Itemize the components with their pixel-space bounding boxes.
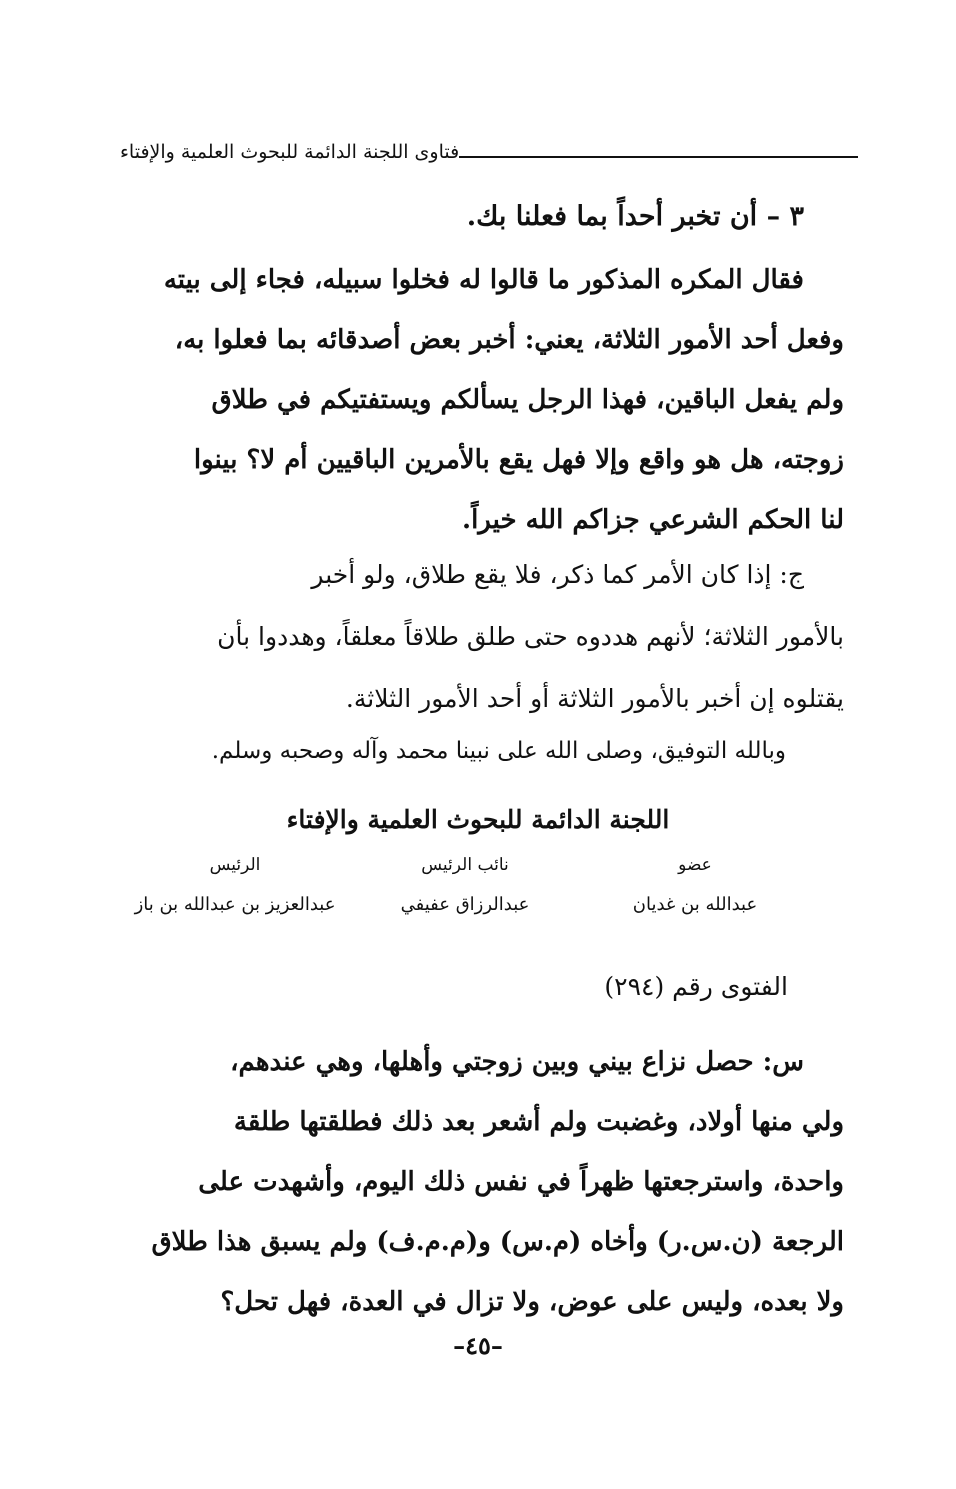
- question-line: ولم يفعل الباقين، فهذا الرجل يسألكم ويستفتيكم في طلاق: [211, 385, 844, 415]
- signatory-role: عضو: [678, 855, 712, 875]
- signature-names-row: [120, 882, 810, 928]
- question2-line: واحدة، واسترجعتها ظهراً في نفس ذلك اليوم، وأشهدت على: [198, 1167, 844, 1197]
- signatory-role: الرئيس: [209, 855, 261, 875]
- question-line: وفعل أحد الأمور الثلاثة، يعني: أخبر بعض أصدقائه بما فعلوا به،: [174, 325, 844, 355]
- signatory-role: نائب الرئيس: [421, 855, 509, 875]
- page-number: –٤٥–: [453, 1331, 503, 1360]
- question-line: زوجته، هل هو واقع وإلا فهل يقع بالأمرين الباقيين أم لا؟ بينوا: [193, 445, 844, 475]
- header-rule: [459, 156, 858, 158]
- fatwa-number-heading: الفتوى رقم (٢٩٤): [604, 972, 788, 1001]
- question-line: فقال المكره المذكور ما قالوا له فخلوا سبيله، فجاء إلى بيته: [163, 265, 804, 295]
- question2-paragraph: [124, 1032, 844, 1332]
- signature-roles-row: [120, 848, 810, 882]
- answer-line: بالأمور الثلاثة؛ لأنهم هددوه حتى طلق طلاقاً معلقاً، وهددوا بأن: [217, 622, 844, 651]
- running-header: [120, 132, 872, 172]
- question-item-3-text: ٣ – أن تخبر أحداً بما فعلنا بك.: [466, 201, 804, 232]
- question2-line: الرجعة (ن.س.ر) وأخاه (م.س) و(م.م.ف) ولم يسبق هذا طلاق: [151, 1227, 844, 1257]
- question2-line: س: حصل نزاع بيني وبين زوجتي وأهلها، وهي عندهم،: [230, 1047, 804, 1077]
- committee-title: اللجنة الدائمة للبحوث العلمية والإفتاء: [286, 805, 670, 834]
- question2-line: ولا بعده، وليس على عوض، ولا تزال في العدة، فهل تحل؟: [220, 1287, 844, 1317]
- signature-block: [120, 848, 810, 928]
- signatory-name: عبدالرزاق عفيفي: [400, 894, 530, 915]
- question-line: لنا الحكم الشرعي جزاكم الله خيراً.: [462, 505, 844, 535]
- question2-line: ولي منها أولاد، وغضبت ولم أشعر بعد ذلك فطلقتها طلقة: [233, 1107, 844, 1137]
- signatory-name: عبدالعزيز بن عبدالله بن باز: [134, 894, 336, 915]
- question-item-3: [84, 188, 844, 246]
- signatory-name: عبدالله بن غديان: [632, 894, 758, 915]
- running-header-title: فتاوى اللجنة الدائمة للبحوث العلمية والإفتاء: [120, 141, 460, 163]
- question-paragraph: [124, 250, 844, 550]
- answer-line: يقتلوه إن أخبر بالأمور الثلاثة أو أحد الأمور الثلاثة.: [345, 684, 844, 713]
- answer-line: ج: إذا كان الأمر كما ذكر، فلا يقع طلاق، ولو أخبر: [311, 560, 804, 589]
- answer-paragraph: [124, 544, 844, 730]
- closing-formula: وبالله التوفيق، وصلى الله على نبينا محمد وآله وصحبه وسلم.: [211, 738, 786, 764]
